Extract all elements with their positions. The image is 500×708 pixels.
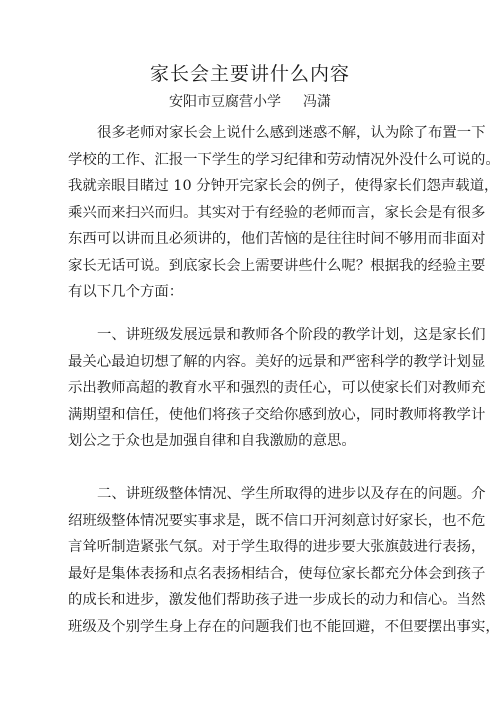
paragraph-line: 东西可以讲而且必须讲的，他们苦恼的是往往时间不够用而非面对 (68, 231, 486, 247)
paragraph-line: 二、讲班级整体情况、学生所取得的进步以及存在的问题。介 (97, 486, 486, 502)
paragraph-line: 言耸听制造紧张气氛。对于学生取得的进步要大张旗鼓进行表扬， (68, 539, 486, 555)
paragraph-line: 满期望和信任，使他们将孩子交给你感到放心，同时教师将教学计 (68, 406, 486, 423)
paragraph-line: 学校的工作、汇报一下学生的学习纪律和劳动情况外没什么可说的。 (68, 151, 500, 168)
paragraph-intro (68, 120, 500, 306)
paragraph-line: 很多老师对家长会上说什么感到迷惑不解，认为除了布置一下 (97, 125, 486, 141)
paragraph-line: 划公之于众也是加强自律和自我激励的意思。 (68, 433, 356, 449)
author-name: 冯潇 (303, 94, 331, 110)
paragraph-section-two (68, 481, 500, 640)
school-name: 安阳市豆腐营小学 (169, 94, 281, 110)
paragraph-line: 班级及个别学生身上存在的问题我们也不能回避，不但要摆出事实， (68, 618, 500, 635)
paragraph-section-one (68, 322, 486, 455)
paragraph-line: 乘兴而来扫兴而归。其实对于有经验的老师而言，家长会是有很多 (68, 204, 486, 221)
author-line (0, 92, 500, 112)
paragraph-line: 家长无话可说。到底家长会上需要讲些什么呢？根据我的经验主要 (68, 257, 486, 274)
paragraph-line: 最关心最迫切想了解的内容。美好的远景和严密科学的教学计划显 (68, 353, 486, 370)
paragraph-line: 一、讲班级发展远景和教师各个阶段的教学计划，这是家长们 (97, 327, 486, 343)
paragraph-line: 最好是集体表扬和点名表扬相结合，使每位家长都充分体会到孩子 (68, 565, 486, 582)
paragraph-line: 有以下几个方面： (68, 284, 184, 300)
paragraph-line: 示出教师高超的教育水平和强烈的责任心，可以使家长们对教师充 (68, 380, 486, 396)
document-title: 家长会主要讲什么内容 (149, 63, 350, 85)
paragraph-line: 的成长和进步，激发他们帮助孩子进一步成长的动力和信心。当然 (68, 592, 486, 608)
paragraph-line: 我就亲眼目睹过 10 分钟开完家长会的例子，使得家长们怨声载道， (68, 178, 499, 194)
paragraph-line: 绍班级整体情况要实事求是，既不信口开河刻意讨好家长，也不危 (68, 512, 486, 529)
